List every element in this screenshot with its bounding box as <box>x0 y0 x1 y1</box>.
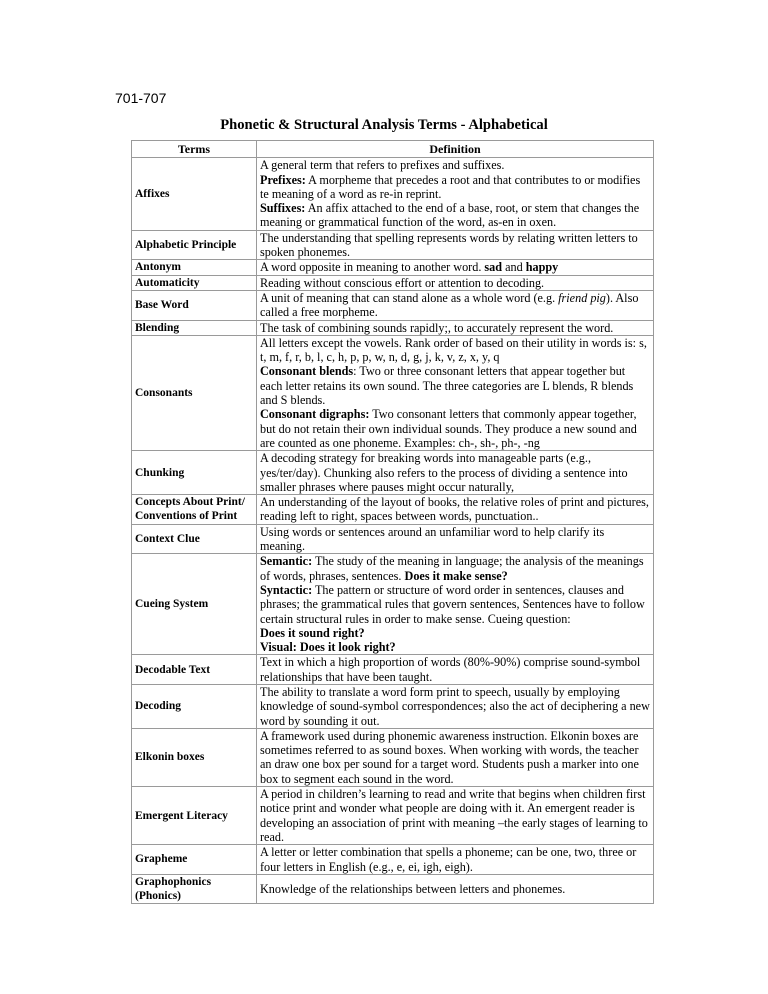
term-cell: Grapheme <box>132 845 257 875</box>
definition-cell: Using words or sentences around an unfamiliar word to help clarify its meaning. <box>257 524 654 554</box>
consonant-digraphs-label: Consonant digraphs: <box>260 407 370 422</box>
visual-question: Does it look right? <box>296 640 396 655</box>
semantic-label: Semantic: <box>260 554 313 569</box>
suffixes-label: Suffixes: <box>260 201 306 216</box>
definition-cell: Knowledge of the relationships between letters and phonemes. <box>257 874 654 904</box>
term-cell: Consonants <box>132 335 257 450</box>
table-row <box>132 290 654 320</box>
header-definition: Definition <box>257 141 654 158</box>
definition-text: A general term that refers to prefixes and suffixes. <box>260 158 505 173</box>
definition-cell <box>257 335 654 450</box>
term-line-1: Concepts About Print/ <box>135 496 245 509</box>
definition-cell <box>257 554 654 655</box>
table-row <box>132 335 654 450</box>
term-cell <box>132 495 257 525</box>
term-cell: Decoding <box>132 684 257 728</box>
semantic-question: Does it make sense? <box>404 568 508 583</box>
table-row <box>132 554 654 655</box>
definition-cell: The task of combining sounds rapidly;, to accurately represent the word. <box>257 320 654 335</box>
prefixes-text: A morpheme that precedes a root and that contributes to or modifies te meaning of a word as re-in reprint. <box>260 172 641 201</box>
term-cell: Decodable Text <box>132 655 257 685</box>
definition-text: A unit of meaning that can stand alone as a whole word (e.g. <box>260 290 556 305</box>
terms-table <box>131 140 654 904</box>
syntactic-label: Syntactic: <box>260 582 313 597</box>
term-cell: Antonym <box>132 260 257 275</box>
definition-cell <box>257 158 654 230</box>
term-cell: Context Clue <box>132 524 257 554</box>
visual-label: Visual: <box>260 640 297 655</box>
consonant-blends-text: : Two or three consonant letters that appear together but each letter retains its own sound. The three categories are L blends, R blends and S blends. <box>260 364 634 408</box>
table-row <box>132 684 654 728</box>
table-row <box>132 845 654 875</box>
semantic-text: The study of the meaning in language; the analysis of the meanings of words, phrases, sentences. <box>260 554 644 583</box>
term-cell: Alphabetic Principle <box>132 230 257 260</box>
prefixes-label: Prefixes: <box>260 172 306 187</box>
table-row <box>132 320 654 335</box>
definition-cell: The ability to translate a word form print to speech, usually by employing knowledge of sound-symbol correspondences; also the act of deciphering a new word by sounding it out. <box>257 684 654 728</box>
term-cell: Cueing System <box>132 554 257 655</box>
term-cell: Blending <box>132 320 257 335</box>
term-cell: Graphophonics (Phonics) <box>132 874 257 904</box>
table-row <box>132 524 654 554</box>
definition-text-end: ). Also called a free morpheme. <box>260 290 639 320</box>
header-terms: Terms <box>132 141 257 158</box>
consonant-blends-label: Consonant blends <box>260 364 354 379</box>
syntactic-text: The pattern or structure of word order in sentences, clauses and phrases; the grammatical rules that govern sentences, Sentences have to follow certain structural rules in order to make sense. Cueing question: <box>260 582 645 626</box>
definition-cell: A period in children’s learning to read and write that begins when children first notice print and wonder what people are doing with it. An emergent reader is developing an association of print with meaning –the early stages of learning to read. <box>257 787 654 845</box>
syntactic-question: Does it sound right? <box>260 625 365 640</box>
term-cell: Automaticity <box>132 275 257 290</box>
definition-cell <box>257 260 654 275</box>
table-row <box>132 874 654 904</box>
term-cell: Chunking <box>132 451 257 495</box>
table-row <box>132 230 654 260</box>
definition-text: All letters except the vowels. Rank order of based on their utility in words is: s, t, m, f, r, b, l, c, h, p, p, w, n, d, g, j, k, v, z, x, y, q <box>260 335 647 365</box>
definition-cell: A framework used during phonemic awareness instruction. Elkonin boxes are sometimes referred to as sound boxes. When working with words, the teacher an draw one box per sound for a target word. Students push a marker into one box to segment each sound in the word. <box>257 728 654 786</box>
table-row <box>132 728 654 786</box>
table-row <box>132 158 654 230</box>
definition-cell: A decoding strategy for breaking words into manageable parts (e.g., yes/ter/day). Chunking also refers to the process of dividing a sentence into smaller phrases where pauses might occur naturally, <box>257 451 654 495</box>
term-cell: Elkonin boxes <box>132 728 257 786</box>
term-cell: Emergent Literacy <box>132 787 257 845</box>
antonym-example-2: happy <box>525 260 559 275</box>
table-row <box>132 787 654 845</box>
term-cell: Affixes <box>132 158 257 230</box>
table-row <box>132 275 654 290</box>
definition-cell <box>257 290 654 320</box>
suffixes-text: An affix attached to the end of a base, root, or stem that changes the meaning or grammatical function of the word, as-en in oxen. <box>260 201 640 230</box>
document-title: Phonetic & Structural Analysis Terms - Alphabetical <box>220 117 548 133</box>
table-row <box>132 451 654 495</box>
table-row <box>132 655 654 685</box>
consonant-digraphs-text: Two consonant letters that commonly appear together, but do not retain their own individual sounds. They produce a new sound and are counted as one phoneme. Examples: ch-, sh-, ph-, -ng <box>260 407 637 450</box>
table-header-row <box>132 141 654 158</box>
definition-cell: The understanding that spelling represents words by relating written letters to spoken phonemes. <box>257 230 654 260</box>
definition-cell: An understanding of the layout of books, the relative roles of print and pictures, reading left to right, spaces between words, punctuation.. <box>257 495 654 525</box>
definition-cell: Reading without conscious effort or attention to decoding. <box>257 275 654 290</box>
table-row <box>132 260 654 275</box>
term-cell: Base Word <box>132 290 257 320</box>
definition-text: A word opposite in meaning to another word. <box>260 260 482 275</box>
base-word-example: friend pig <box>558 290 606 305</box>
term-line-2: Conventions of Print <box>135 510 238 523</box>
antonym-and: and <box>502 260 526 275</box>
antonym-example-1: sad <box>484 260 503 275</box>
table-row <box>132 495 654 525</box>
document-number: 701-707 <box>115 90 167 106</box>
definition-cell: Text in which a high proportion of words (80%-90%) comprise sound-symbol relationships that have been taught. <box>257 655 654 685</box>
definition-cell: A letter or letter combination that spells a phoneme; can be one, two, three or four letters in English (e.g., e, ei, igh, eigh). <box>257 845 654 875</box>
